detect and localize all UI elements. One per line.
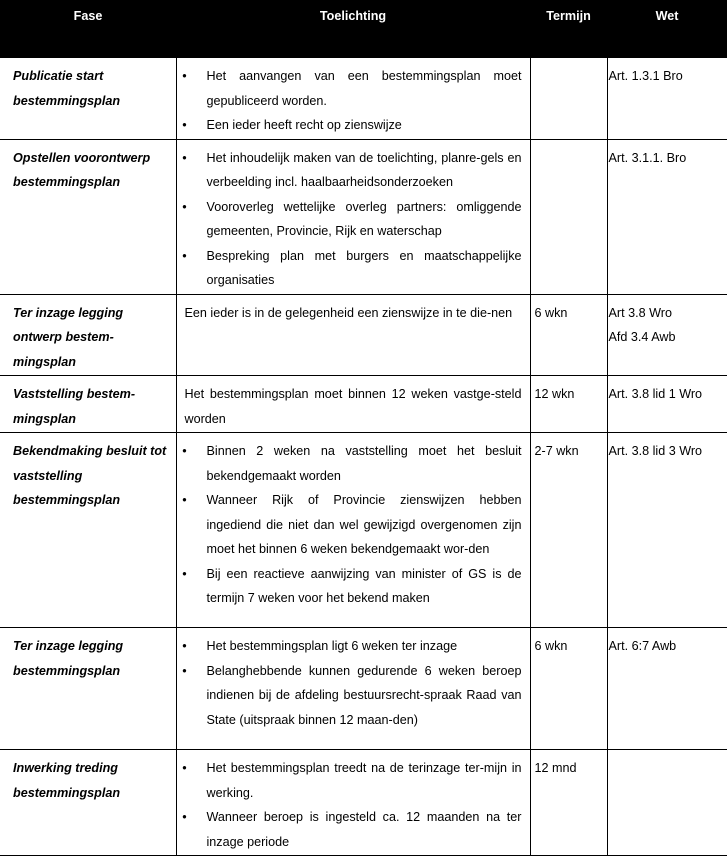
bullet-icon: • <box>182 444 187 458</box>
list-item: • Het inhoudelijk maken van de toelichting, planre-gels en verbeelding incl. haalbaarheidsonderzoeken <box>185 146 522 195</box>
table-row <box>0 139 727 294</box>
toelichting-cell <box>176 750 530 856</box>
termijn-cell: 6 wkn <box>530 628 607 750</box>
wet-cell: Art. 3.8 lid 3 Wro <box>607 433 727 628</box>
list-item: • Wanneer beroep is ingesteld ca. 12 maanden na ter inzage periode <box>185 805 522 854</box>
toelichting-cell: Een ieder is in de gelegenheid een zienswijze in te die-nen <box>176 294 530 376</box>
termijn-cell <box>530 58 607 140</box>
bullet-icon: • <box>182 199 187 214</box>
wet-cell: Art. 3.1.1. Bro <box>607 139 727 294</box>
header-toelichting: Toelichting <box>176 0 530 58</box>
bullet-icon: • <box>182 493 187 507</box>
wet-cell: Art. 3.8 lid 1 Wro <box>607 376 727 433</box>
wet-cell: Art. 1.3.1 Bro <box>607 58 727 140</box>
toelichting-cell <box>176 58 530 140</box>
bullet-icon: • <box>182 118 187 132</box>
wet-cell: Art. 6:7 Awb <box>607 628 727 750</box>
toelichting-cell <box>176 433 530 628</box>
list-item: • Binnen 2 weken na vaststelling moet het besluit bekendgemaakt worden <box>185 439 522 488</box>
wet-cell: Art 3.8 Wro Afd 3.4 Awb <box>607 294 727 376</box>
bullet-icon: • <box>182 150 187 165</box>
bullet-icon: • <box>182 761 187 775</box>
bullet-icon: • <box>182 663 187 678</box>
header-row <box>0 0 727 58</box>
fase-cell: Vaststelling bestem-mingsplan <box>0 376 176 433</box>
table-row <box>0 750 727 856</box>
list-item: • Bij een reactieve aanwijzing van minister of GS is de termijn 7 weken voor het bekend maken <box>185 562 522 611</box>
header-fase: Fase <box>0 0 176 58</box>
list-item: • Een ieder heeft recht op zienswijze <box>185 113 522 138</box>
fase-cell: Publicatie start bestemmingsplan <box>0 58 176 140</box>
table-row <box>0 376 727 433</box>
bullet-icon: • <box>182 810 187 824</box>
termijn-cell: 12 mnd <box>530 750 607 856</box>
list-item: • Het bestemmingsplan ligt 6 weken ter inzage <box>185 634 522 659</box>
header-termijn: Termijn <box>530 0 607 58</box>
fase-cell: Bekendmaking besluit tot vaststelling bestemmingsplan <box>0 433 176 628</box>
table-row <box>0 294 727 376</box>
table-row <box>0 628 727 750</box>
termijn-cell: 12 wkn <box>530 376 607 433</box>
header-wet: Wet <box>607 0 727 58</box>
bullet-icon: • <box>182 248 187 263</box>
fase-cell: Opstellen voorontwerp bestemmingsplan <box>0 139 176 294</box>
list-item: • Bespreking plan met burgers en maatschappelijke organisaties <box>185 244 522 293</box>
list-item: • Het bestemmingsplan treedt na de terinzage ter-mijn in werking. <box>185 756 522 805</box>
fase-cell: Inwerking treding bestemmingsplan <box>0 750 176 856</box>
termijn-cell: 6 wkn <box>530 294 607 376</box>
fase-cell: Ter inzage legging bestemmingsplan <box>0 628 176 750</box>
table-row <box>0 58 727 140</box>
list-item: • Wanneer Rijk of Provincie zienswijzen hebben ingediend die niet dan wel gewijzigd overgenomen zijn moet het binnen 6 weken bekendgemaakt wor-den <box>185 488 522 562</box>
toelichting-cell <box>176 628 530 750</box>
wet-cell <box>607 750 727 856</box>
toelichting-cell: Het bestemmingsplan moet binnen 12 weken vastge-steld worden <box>176 376 530 433</box>
list-item: • Vooroverleg wettelijke overleg partners: omliggende gemeenten, Provincie, Rijk en waterschap <box>185 195 522 244</box>
toelichting-cell <box>176 139 530 294</box>
bullet-icon: • <box>182 566 187 581</box>
list-item: • Het aanvangen van een bestemmingsplan moet gepubliceerd worden. <box>185 64 522 113</box>
bullet-icon: • <box>182 639 187 653</box>
table-row <box>0 433 727 628</box>
list-item: • Belanghebbende kunnen gedurende 6 weken beroep indienen bij de afdeling bestuursrecht-spraak Raad van State (uitspraak binnen 12 maan-den) <box>185 659 522 733</box>
termijn-cell: 2-7 wkn <box>530 433 607 628</box>
fase-cell: Ter inzage legging ontwerp bestem-mingsplan <box>0 294 176 376</box>
termijn-cell <box>530 139 607 294</box>
bullet-icon: • <box>182 69 187 83</box>
